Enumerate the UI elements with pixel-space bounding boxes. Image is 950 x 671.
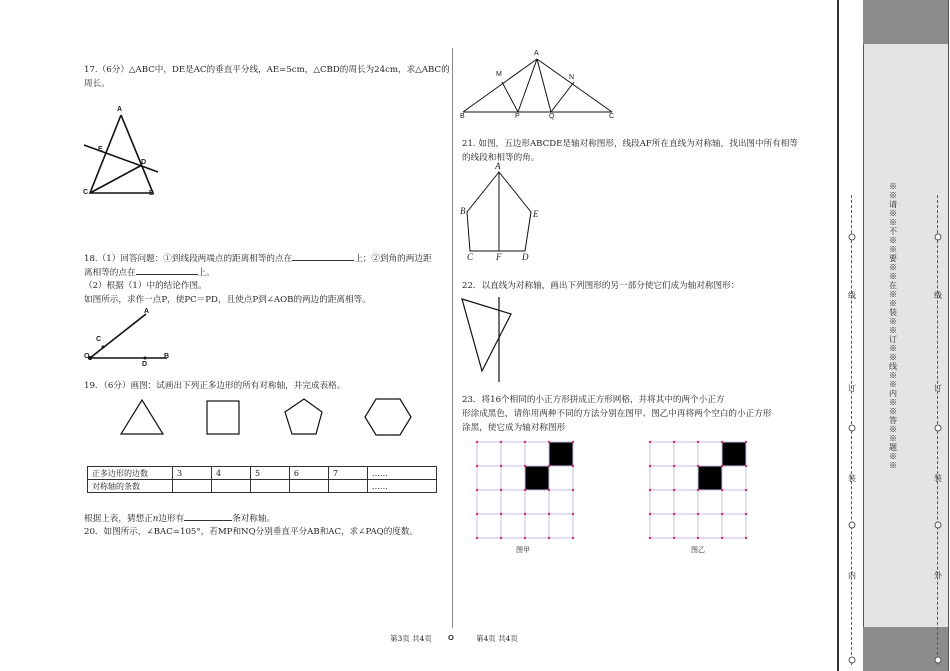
grid-dot <box>649 537 651 539</box>
q21-label-d: D <box>522 252 529 262</box>
grid-dot <box>721 537 723 539</box>
outer-mark-wai: 外 <box>934 571 942 580</box>
q21-label-a: A <box>495 161 501 171</box>
grid-dot <box>721 513 723 515</box>
q21-label-b: B <box>460 206 466 216</box>
grid-dot <box>673 513 675 515</box>
q18-line3: （2）根据（1）中的结论作图。 <box>84 281 207 291</box>
footer-center-mark: O <box>448 633 454 642</box>
q23-caption-b: 图乙 <box>691 547 705 554</box>
grid-dot <box>721 441 723 443</box>
q23-caption-a: 图甲 <box>516 547 530 554</box>
table-cell: 4 <box>211 467 250 480</box>
table-cell: 正多边形的边数 <box>88 467 173 480</box>
q17-label-d: D <box>141 159 147 166</box>
grid-dot <box>548 537 550 539</box>
grid-dot <box>548 441 550 443</box>
q23-line3: 涂黑，使它成为轴对称图形 <box>462 423 566 433</box>
grid-dot <box>476 537 478 539</box>
q18-line2-text-a: 离相等的点在 <box>84 268 136 278</box>
table-cell: 7 <box>328 467 367 480</box>
binding-strip <box>837 0 950 671</box>
grid-dot <box>673 441 675 443</box>
q21-line2: 的线段和相等的角。 <box>462 153 540 163</box>
grid-dot <box>476 441 478 443</box>
q20-label-n: N <box>569 74 575 81</box>
footer-page-left: 第3页 共4页 <box>390 634 432 643</box>
grid-dot <box>745 537 747 539</box>
grid-dot <box>697 489 699 491</box>
q18-label-a: A <box>144 308 150 315</box>
q20-label-b: B <box>460 113 465 120</box>
black-cell <box>722 442 746 466</box>
table-cell: …… <box>367 467 436 480</box>
grid-dot <box>649 441 651 443</box>
q20-label-c: C <box>609 113 615 120</box>
q20-label-q: Q <box>549 113 555 120</box>
q20-label-p: P <box>515 113 520 120</box>
grid-dot <box>572 537 574 539</box>
inner-mark-ding: 订 <box>848 384 856 393</box>
q18-label-d: D <box>142 361 148 368</box>
q20-label-m: M <box>496 71 502 78</box>
grid-dot <box>697 441 699 443</box>
q23-grid-b[interactable] <box>650 442 746 538</box>
q19-conclusion-a: 根据上表，猜想正 <box>84 514 153 524</box>
grid-dot <box>673 537 675 539</box>
q17-label-b: B <box>149 190 155 197</box>
grid-dot <box>524 513 526 515</box>
binding-notice: ※※请※※不※※要※※在※※装※※订※※线※※内※※答※※题※※ <box>889 182 897 470</box>
q23-line2: 形涂成黑色，请你用两种不同的方法分别在图甲、图乙中再将两个空白的小正方形 <box>462 409 772 419</box>
grid-dot <box>673 489 675 491</box>
footer-page-right: 第4页 共4页 <box>476 634 518 643</box>
table-cell: 对称轴的条数 <box>88 480 173 493</box>
table-cell: …… <box>367 480 436 493</box>
q17-label-a: A <box>117 106 123 113</box>
q18-label-b: B <box>164 353 170 360</box>
grid-dot <box>524 465 526 467</box>
grid-dot <box>745 465 747 467</box>
grid-dot <box>697 513 699 515</box>
black-cell <box>698 466 722 490</box>
grid-dot <box>649 513 651 515</box>
grid-dot <box>500 537 502 539</box>
black-cell <box>525 466 549 490</box>
inner-mark-nei: 内 <box>848 571 856 580</box>
grid-dot <box>572 513 574 515</box>
q21-label-f: F <box>496 252 502 262</box>
q18-line2-text-b: 上。 <box>197 268 215 278</box>
grid-dot <box>500 441 502 443</box>
grid-dot <box>745 489 747 491</box>
q19-text: 19．（6分）画图：试画出下列正多边形的所有对称轴，并完成表格。 <box>84 381 346 391</box>
grid-dot <box>476 513 478 515</box>
binding-circles <box>837 0 950 671</box>
grid-dot <box>500 465 502 467</box>
grid-dot <box>500 489 502 491</box>
table-cell: 5 <box>250 467 289 480</box>
black-cell <box>549 442 573 466</box>
grid-dot <box>524 489 526 491</box>
q18-label-o: O <box>84 353 90 360</box>
q20-label-a: A <box>534 50 539 57</box>
grid-dot <box>745 513 747 515</box>
grid-dot <box>548 465 550 467</box>
q19-conclusion-c: 条对称轴。 <box>232 514 276 524</box>
grid-dot <box>476 489 478 491</box>
q18-label-c: C <box>96 336 102 343</box>
inner-mark-zhuang: 装 <box>848 474 856 483</box>
q17-text-line1: 17.（6分）△ABC中，DE是AC的垂直平分线，AE=5cm，△CBD的周长为24cm，求△ABC的 <box>84 65 450 75</box>
grid-dot <box>524 537 526 539</box>
q23-grid-a[interactable] <box>477 442 573 538</box>
grid-dot <box>721 465 723 467</box>
grid-dot <box>524 441 526 443</box>
grid-dot <box>572 465 574 467</box>
q21-label-e: E <box>533 209 539 219</box>
grid-dot <box>572 441 574 443</box>
q17-label-e: E <box>98 146 103 153</box>
grid-dot <box>476 465 478 467</box>
q20-text: 20．如图所示，∠BAC=105°，若MP和NQ分别垂直平分AB和AC，求∠PAQ的度数。 <box>84 527 419 537</box>
q22-text: 22．以直线为对称轴，画出下列图形的另一部分使它们成为轴对称图形： <box>462 281 740 291</box>
grid-dot <box>673 465 675 467</box>
grid-dot <box>697 537 699 539</box>
table-cell: 6 <box>289 467 328 480</box>
outer-mark-xian: 线 <box>934 291 942 300</box>
q19-conclusion-b: 边形有 <box>158 514 185 524</box>
grid-dot <box>548 513 550 515</box>
q21-line1: 21. 如图，五边形ABCDE是轴对称图形，线段AF所在直线为对称轴，找出图中所有相等 <box>462 139 798 149</box>
grid-dot <box>745 441 747 443</box>
grid-dot <box>721 489 723 491</box>
q17-text-line2: 周长。 <box>84 79 110 89</box>
grid-dot <box>572 489 574 491</box>
q21-label-c: C <box>467 252 474 262</box>
grid-dot <box>649 489 651 491</box>
outer-mark-zhuang: 装 <box>934 474 942 483</box>
q18-line4: 如图所示，求作一点P，使PC＝PD，且使点P到∠AOB的两边的距离相等。 <box>84 295 371 305</box>
q18-line1-text-b: 上；②到角的两边距 <box>354 254 432 264</box>
table-cell: 3 <box>173 467 212 480</box>
q19-conclusion-n: n <box>152 514 159 524</box>
q23-line1: 23．将16个相同的小正方形拼成正方形网格，并将其中的两个小正方 <box>462 395 725 405</box>
outer-mark-ding: 订 <box>934 384 942 393</box>
grid-dot <box>548 489 550 491</box>
q17-label-c: C <box>83 189 89 196</box>
grid-dot <box>500 513 502 515</box>
grid-dot <box>697 465 699 467</box>
inner-mark-xian: 线 <box>848 291 856 300</box>
grid-dot <box>649 465 651 467</box>
q18-line1-text-a: 18.（1）回答问题：①到线段两端点的距离相等的点在 <box>84 254 293 264</box>
